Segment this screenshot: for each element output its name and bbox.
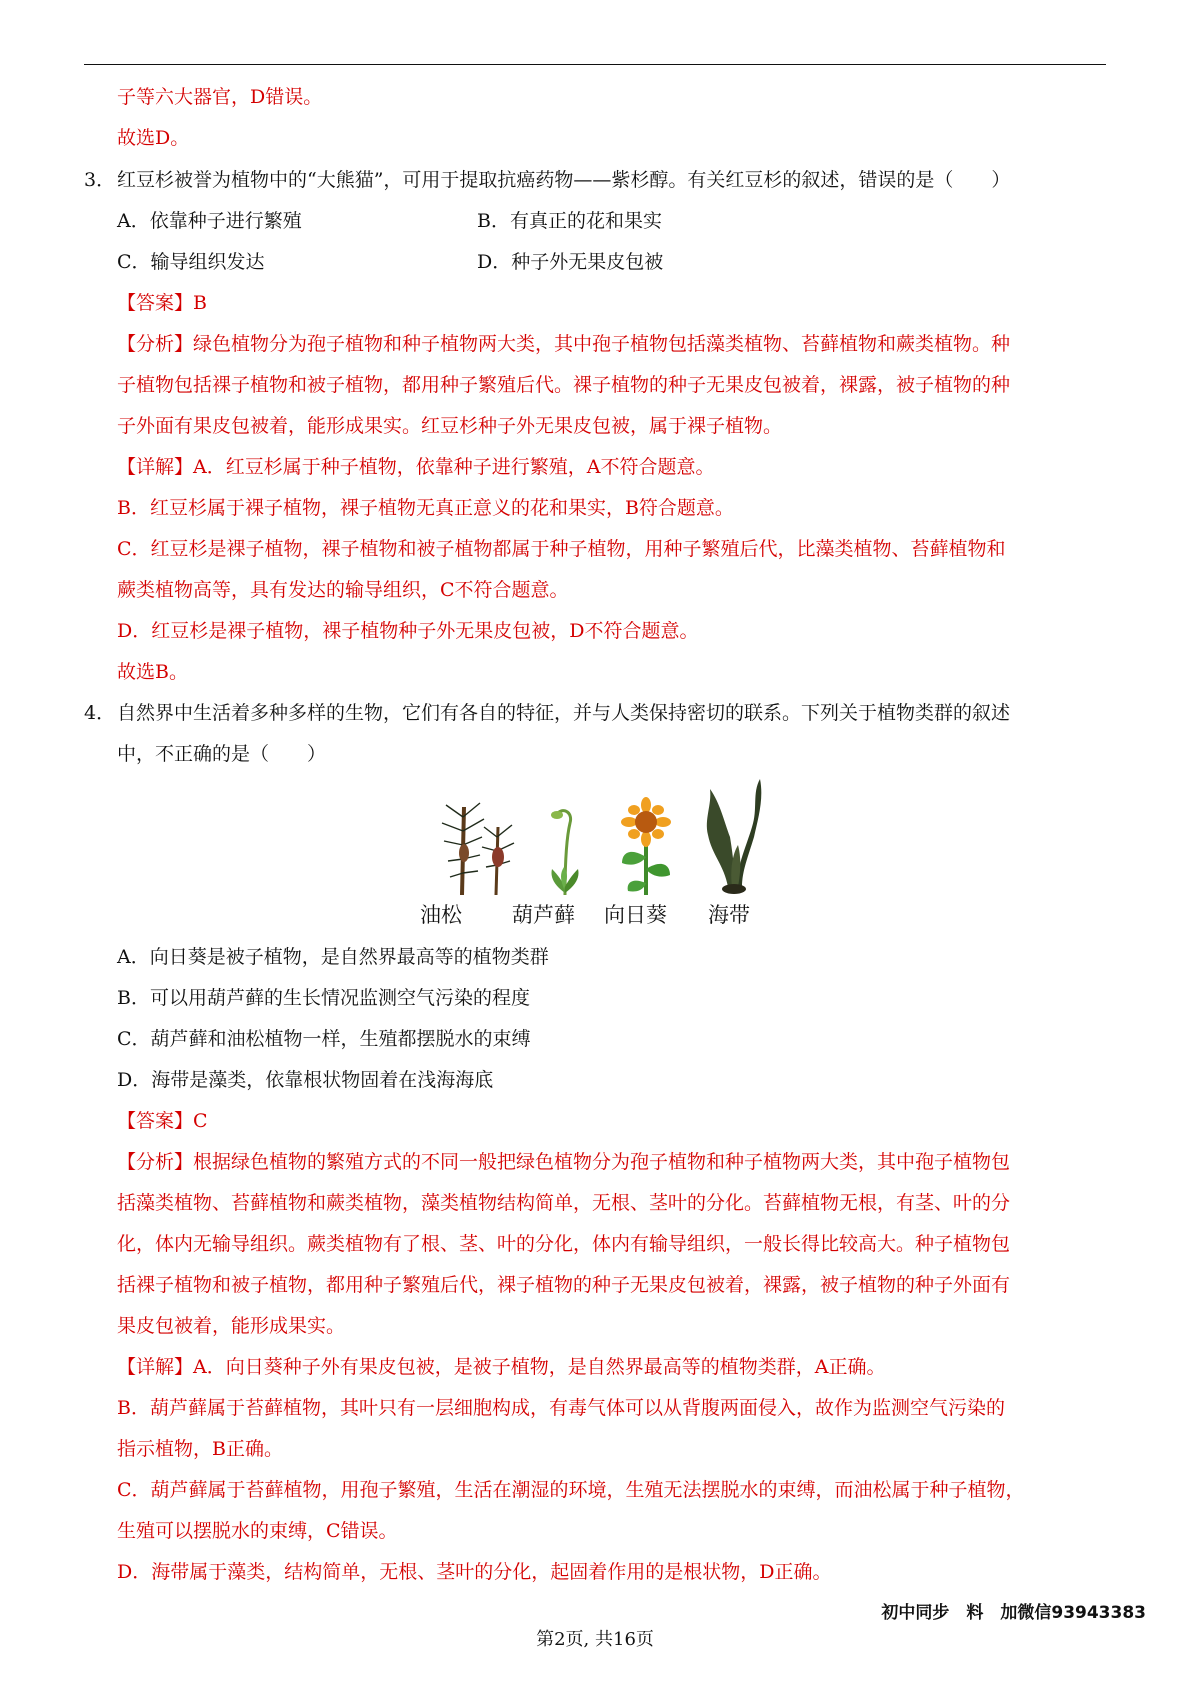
question-3-detail-line: 【详解】A．红豆杉属于种子植物，依靠种子进行繁殖，A不符合题意。 — [117, 456, 715, 478]
question-4-analysis-line: 【分析】根据绿色植物的繁殖方式的不同一般把绿色植物分为孢子植物和种子植物两大类，其中孢子植物包 — [117, 1151, 1011, 1173]
question-3-option-d: D．种子外无果皮包被 — [477, 251, 664, 273]
figure-label-kelp: 海带 — [708, 903, 750, 927]
question-4-option-d: D．海带是藻类，依靠根状物固着在浅海海底 — [117, 1069, 494, 1091]
pine-illustration — [440, 797, 518, 897]
question-4-stem-line: 自然界中生活着多种多样的生物，它们有各自的特征，并与人类保持密切的联系。下列关于植物类群的叙述 — [117, 702, 1011, 724]
footer-note: 初中同步 料 加微信93943383 — [881, 1603, 1146, 1623]
kelp-illustration — [702, 775, 764, 897]
question-4-analysis-line: 括藻类植物、苔藓植物和蕨类植物，藻类植物结构简单，无根、茎叶的分化。苔藓植物无根，有茎、叶的分 — [117, 1192, 1011, 1214]
sunflower-illustration — [616, 797, 676, 897]
question-4-analysis-line: 化，体内无输导组织。蕨类植物有了根、茎、叶的分化，体内有输导组织，一般长得比较高大。种子植物包 — [117, 1233, 1011, 1255]
question-3-option-b: B．有真正的花和果实 — [477, 210, 662, 232]
figure-label-moss: 葫芦藓 — [512, 903, 575, 927]
question-4-analysis-line: 果皮包被着，能形成果实。 — [117, 1315, 346, 1337]
carryover-conclusion: 故选D。 — [117, 127, 190, 149]
question-4-number: 4． — [84, 702, 116, 724]
question-4-detail-line: 生殖可以摆脱水的束缚，C错误。 — [117, 1520, 398, 1542]
question-4-option-c: C．葫芦藓和油松植物一样，生殖都摆脱水的束缚 — [117, 1028, 531, 1050]
question-4-analysis-line: 括裸子植物和被子植物，都用种子繁殖后代，裸子植物的种子无果皮包被着，裸露，被子植物的种子外面有 — [117, 1274, 1011, 1296]
question-3-analysis-line: 子外面有果皮包被着，能形成果实。红豆杉种子外无果皮包被，属于裸子植物。 — [117, 415, 783, 437]
question-3-detail-line: 蕨类植物高等，具有发达的输导组织，C不符合题意。 — [117, 579, 569, 601]
question-3-conclusion: 故选B。 — [117, 661, 188, 683]
question-3-option-a: A．依靠种子进行繁殖 — [117, 210, 302, 232]
question-3-detail-line: D．红豆杉是裸子植物，裸子植物种子外无果皮包被，D不符合题意。 — [117, 620, 699, 642]
question-3-analysis-line: 子植物包括裸子植物和被子植物，都用种子繁殖后代。裸子植物的种子无果皮包被着，裸露，被子植物的种 — [117, 374, 1011, 396]
question-3-option-c: C．输导组织发达 — [117, 251, 265, 273]
question-4-detail-line: B．葫芦藓属于苔藓植物，其叶只有一层细胞构成，有毒气体可以从背腹两面侵入，故作为监测空气污染的 — [117, 1397, 1005, 1419]
question-4-detail-line: 指示植物，B正确。 — [117, 1438, 283, 1460]
question-4-detail-line: D．海带属于藻类，结构简单，无根、茎叶的分化，起固着作用的是根状物，D正确。 — [117, 1561, 832, 1583]
question-3-analysis-line: 【分析】绿色植物分为孢子植物和种子植物两大类，其中孢子植物包括藻类植物、苔藓植物和蕨类植物。种 — [117, 333, 1011, 355]
question-3-stem: 红豆杉被誉为植物中的“大熊猫”，可用于提取抗癌药物——紫杉醇。有关红豆杉的叙述，错误的是（ ） — [117, 169, 1011, 191]
question-4-stem-line: 中，不正确的是（ ） — [117, 743, 327, 765]
question-3-answer: 【答案】B — [117, 292, 207, 314]
moss-illustration — [540, 805, 590, 897]
question-3-detail-line: B．红豆杉属于裸子植物，裸子植物无真正意义的花和果实，B符合题意。 — [117, 497, 734, 519]
question-4-answer: 【答案】C — [117, 1110, 208, 1132]
question-4-option-a: A．向日葵是被子植物，是自然界最高等的植物类群 — [117, 946, 549, 968]
header-rule — [84, 64, 1106, 65]
page-number: 第2页, 共16页 — [536, 1629, 654, 1650]
question-4-detail-line: 【详解】A．向日葵种子外有果皮包被，是被子植物，是自然界最高等的植物类群，A正确。 — [117, 1356, 886, 1378]
question-4-option-b: B．可以用葫芦藓的生长情况监测空气污染的程度 — [117, 987, 530, 1009]
plant-figure — [420, 775, 780, 935]
question-3-detail-line: C．红豆杉是裸子植物，裸子植物和被子植物都属于种子植物，用种子繁殖后代，比藻类植物、苔藓植物和 — [117, 538, 1006, 560]
question-3-number: 3． — [84, 169, 116, 191]
figure-label-pine: 油松 — [420, 903, 462, 927]
carryover-text: 子等六大器官，D错误。 — [117, 86, 323, 108]
question-4-detail-line: C．葫芦藓属于苔藓植物，用孢子繁殖，生活在潮湿的环境，生殖无法摆脱水的束缚，而油松属于种子植物， — [117, 1479, 1025, 1501]
figure-label-sunflower: 向日葵 — [604, 903, 667, 927]
